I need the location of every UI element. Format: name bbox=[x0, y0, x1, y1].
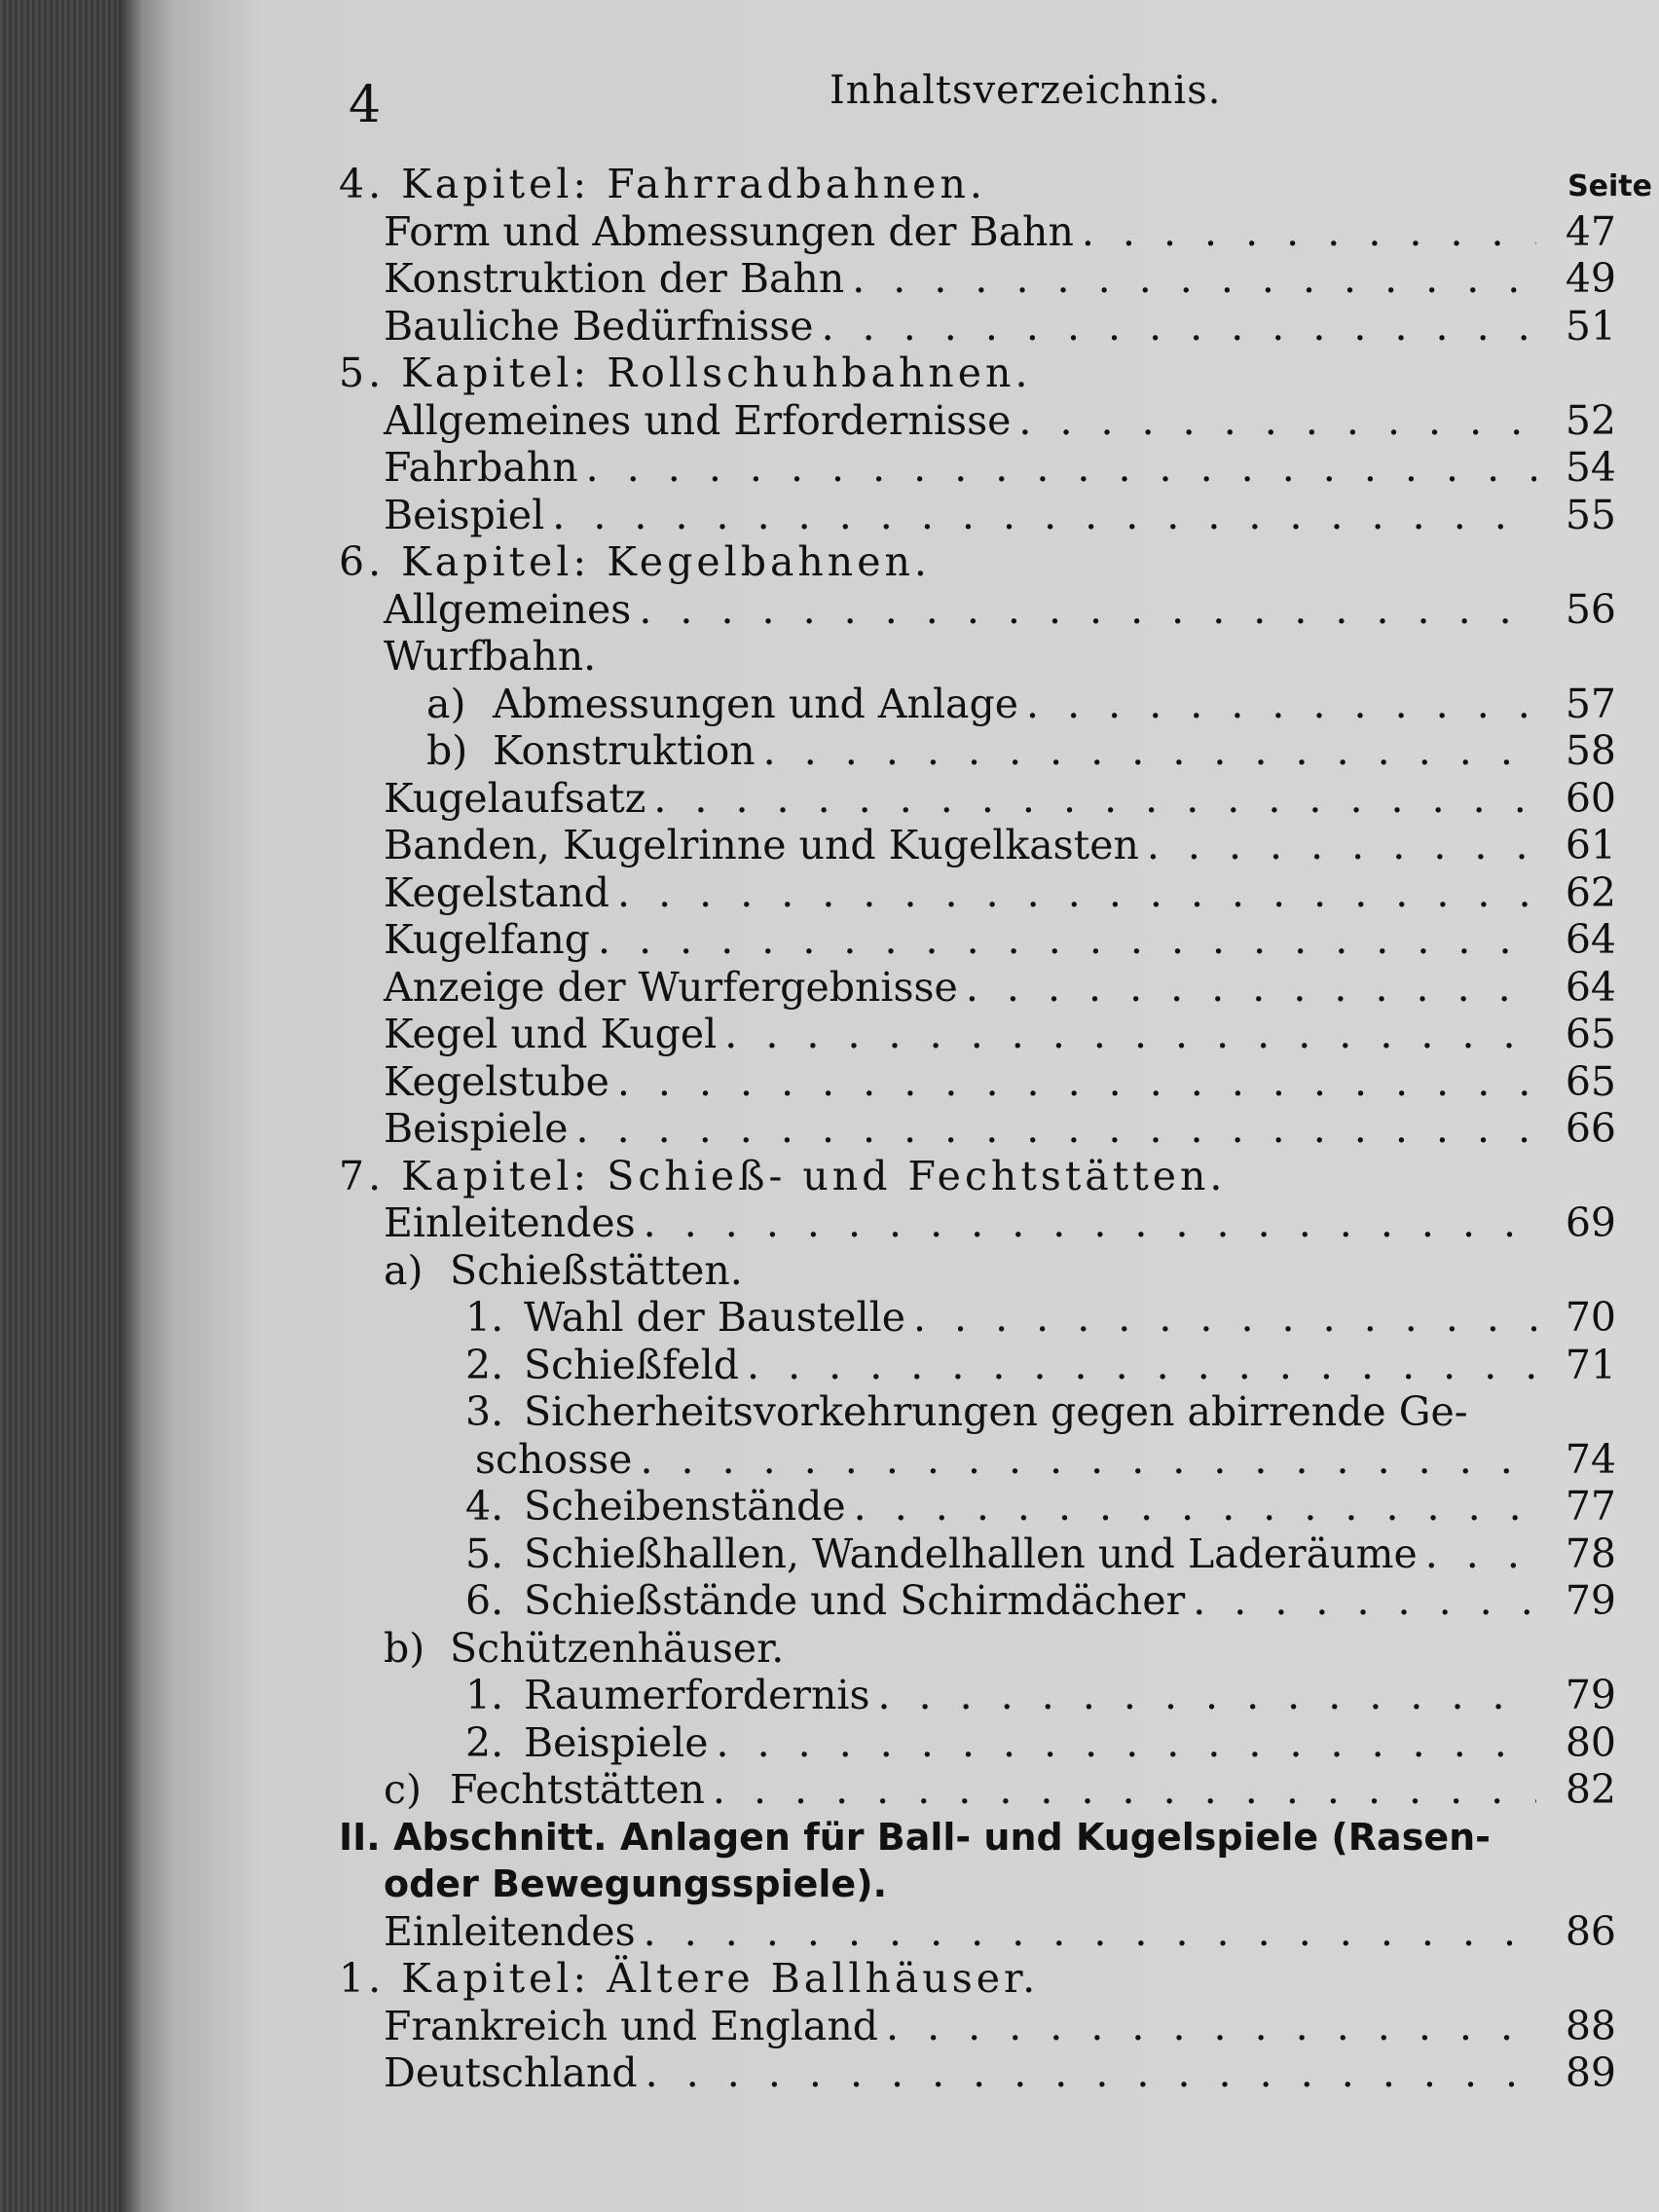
dot-leader bbox=[552, 492, 1536, 539]
entry-title: Fahrbahn bbox=[384, 444, 578, 491]
toc-entry bbox=[339, 1530, 1616, 1578]
entry-title: Schießstände und Schirmdächer bbox=[524, 1577, 1186, 1624]
entry-page-number: 51 bbox=[1565, 302, 1616, 350]
dot-leader bbox=[644, 1908, 1536, 1956]
dot-leader bbox=[724, 1011, 1536, 1058]
heading-text: 5. Kapitel: Rollschuhbahnen. bbox=[339, 350, 1032, 396]
toc-entry bbox=[339, 822, 1616, 869]
entry-marker: 2. bbox=[465, 1718, 504, 1766]
toc-entry bbox=[339, 727, 1616, 775]
toc-entry bbox=[339, 1342, 1616, 1389]
dot-leader bbox=[645, 2049, 1536, 2097]
dot-leader bbox=[576, 1105, 1536, 1153]
entry-title: Raumerfordernis bbox=[524, 1672, 870, 1718]
entry-page-number: 58 bbox=[1565, 727, 1616, 774]
heading-text: II. Abschnitt. Anlagen für Ball- und Kugelspiele (Rasen- bbox=[339, 1815, 1491, 1859]
dot-leader bbox=[1018, 397, 1536, 445]
entry-page-number: 65 bbox=[1565, 1057, 1616, 1105]
toc-section-heading bbox=[339, 1861, 1616, 1908]
toc-chapter-heading bbox=[339, 538, 1616, 586]
toc-entry bbox=[339, 1011, 1616, 1058]
entry-title: Allgemeines bbox=[384, 585, 632, 633]
entry-page-number: 86 bbox=[1565, 1907, 1616, 1955]
entry-title: Kegelstube bbox=[384, 1057, 609, 1105]
entry-page-number: 49 bbox=[1565, 255, 1616, 302]
entry-page-number: 70 bbox=[1565, 1294, 1616, 1341]
entry-title: Abmessungen und Anlage bbox=[493, 680, 1019, 727]
toc-entry bbox=[339, 1672, 1616, 1719]
entry-title: Beispiele bbox=[384, 1105, 569, 1152]
entry-title: Schießfeld bbox=[524, 1341, 740, 1388]
entry-marker: 4. bbox=[465, 1483, 504, 1530]
toc-entry bbox=[339, 681, 1616, 728]
entry-marker: 6. bbox=[465, 1577, 504, 1624]
toc-entry bbox=[339, 1483, 1616, 1530]
toc-entry bbox=[339, 586, 1616, 634]
entry-page-number: 71 bbox=[1565, 1341, 1616, 1388]
toc-entry bbox=[339, 2003, 1616, 2050]
dot-leader bbox=[713, 1766, 1536, 1814]
heading-text: 6. Kapitel: Kegelbahnen. bbox=[339, 538, 931, 585]
toc-entry bbox=[339, 303, 1616, 350]
dot-leader bbox=[717, 1719, 1536, 1767]
entry-page-number: 52 bbox=[1565, 396, 1616, 444]
entry-page-number: 89 bbox=[1565, 2049, 1616, 2096]
toc-chapter-heading bbox=[339, 1153, 1616, 1200]
entry-page-number: 80 bbox=[1565, 1718, 1616, 1766]
entry-title: Kugelfang bbox=[384, 916, 591, 963]
toc-entry bbox=[339, 916, 1616, 964]
toc-entry bbox=[339, 1199, 1616, 1247]
toc-entry bbox=[339, 1247, 1616, 1295]
entry-page-number: 60 bbox=[1565, 774, 1616, 822]
toc-entry bbox=[339, 1058, 1616, 1106]
entry-page-number: 88 bbox=[1565, 2002, 1616, 2049]
book-page bbox=[175, 0, 1659, 2212]
entry-marker: c) bbox=[384, 1766, 422, 1813]
toc-entry bbox=[339, 1436, 1616, 1484]
entry-title: Schützenhäuser. bbox=[450, 1624, 785, 1672]
entry-title: Konstruktion bbox=[493, 727, 756, 774]
toc-entry bbox=[339, 397, 1616, 445]
entry-page-number: 57 bbox=[1565, 680, 1616, 727]
toc-entry bbox=[339, 1577, 1616, 1625]
dot-leader bbox=[653, 775, 1536, 823]
page-gutter bbox=[119, 0, 177, 2212]
entry-title: schosse bbox=[475, 1435, 633, 1483]
entry-title: Schießstätten. bbox=[450, 1246, 743, 1294]
dot-leader bbox=[1082, 208, 1536, 256]
entry-title: Deutschland bbox=[384, 2049, 638, 2096]
entry-page-number: 65 bbox=[1565, 1011, 1616, 1057]
table-of-contents bbox=[339, 161, 1616, 2097]
entry-page-number: 77 bbox=[1565, 1483, 1616, 1530]
entry-title: Banden, Kugelrinne und Kugelkasten bbox=[384, 822, 1139, 868]
dot-leader bbox=[763, 727, 1536, 775]
entry-title: Allgemeines und Erfordernisse bbox=[384, 396, 1012, 444]
entry-title: Sicherheitsvorkehrungen gegen abirrende Ge- bbox=[524, 1388, 1468, 1435]
dot-leader bbox=[1026, 681, 1536, 728]
dot-leader bbox=[854, 1483, 1536, 1530]
toc-entry bbox=[339, 964, 1616, 1012]
toc-entry bbox=[339, 1625, 1616, 1673]
book-spine bbox=[0, 0, 123, 2212]
dot-leader bbox=[747, 1342, 1536, 1389]
entry-marker: 1. bbox=[465, 1294, 504, 1341]
dot-leader bbox=[878, 1672, 1536, 1719]
toc-entry bbox=[339, 1908, 1616, 1956]
page-number: 4 bbox=[349, 76, 382, 134]
dot-leader bbox=[966, 964, 1536, 1012]
dot-leader bbox=[1147, 822, 1536, 869]
entry-marker: b) bbox=[384, 1624, 425, 1672]
entry-page-number: 66 bbox=[1565, 1105, 1616, 1152]
entry-title: Einleitendes bbox=[384, 1199, 636, 1246]
entry-page-number: 82 bbox=[1565, 1766, 1616, 1813]
entry-title: Anzeige der Wurfergebnisse bbox=[384, 963, 958, 1011]
dot-leader bbox=[640, 1436, 1536, 1484]
dot-leader bbox=[644, 1199, 1536, 1247]
entry-title: Fechtstätten bbox=[450, 1766, 705, 1813]
toc-entry bbox=[339, 255, 1616, 303]
entry-page-number: 74 bbox=[1565, 1435, 1616, 1483]
heading-text: 7. Kapitel: Schieß- und Fechtstätten. bbox=[339, 1152, 1227, 1199]
entry-page-number: 79 bbox=[1565, 1577, 1616, 1624]
dot-leader bbox=[617, 1058, 1536, 1106]
toc-entry bbox=[339, 208, 1616, 256]
entry-page-number: 78 bbox=[1565, 1530, 1616, 1577]
toc-chapter-heading bbox=[339, 350, 1616, 397]
entry-marker: 1. bbox=[465, 1672, 504, 1718]
dot-leader bbox=[1193, 1577, 1536, 1625]
entry-page-number: 54 bbox=[1565, 444, 1616, 491]
toc-section-heading bbox=[339, 1814, 1616, 1862]
entry-title: Kegel und Kugel bbox=[384, 1011, 718, 1057]
heading-text: oder Bewegungsspiele). bbox=[384, 1862, 888, 1905]
toc-entry bbox=[339, 1766, 1616, 1814]
toc-entry bbox=[339, 869, 1616, 917]
entry-page-number: 56 bbox=[1565, 585, 1616, 633]
dot-leader bbox=[639, 586, 1536, 634]
toc-chapter-heading bbox=[339, 161, 1616, 208]
heading-text: 4. Kapitel: Fahrradbahnen. bbox=[339, 161, 986, 207]
entry-marker: 5. bbox=[465, 1530, 504, 1577]
entry-title: Kugelaufsatz bbox=[384, 774, 646, 822]
toc-entry bbox=[339, 633, 1616, 681]
entry-page-number: 79 bbox=[1565, 1672, 1616, 1718]
entry-page-number: 64 bbox=[1565, 916, 1616, 963]
entry-page-number: 47 bbox=[1565, 207, 1616, 255]
running-title: Inhaltsverzeichnis. bbox=[830, 68, 1222, 113]
dot-leader bbox=[913, 1294, 1536, 1342]
dot-leader bbox=[852, 255, 1536, 303]
toc-entry bbox=[339, 444, 1616, 492]
seite-column-label: Seite bbox=[1567, 169, 1652, 203]
entry-title: Bauliche Bedürfnisse bbox=[384, 302, 814, 350]
dot-leader bbox=[822, 303, 1536, 350]
entry-page-number: 62 bbox=[1565, 868, 1616, 916]
heading-text: 1. Kapitel: Ältere Ballhäuser. bbox=[339, 1955, 1040, 2002]
toc-entry bbox=[339, 775, 1616, 823]
toc-entry bbox=[339, 492, 1616, 539]
entry-title: Schießhallen, Wandelhallen und Laderäume bbox=[524, 1530, 1418, 1577]
entry-page-number: 64 bbox=[1565, 963, 1616, 1011]
entry-title: Kegelstand bbox=[384, 868, 610, 916]
dot-leader bbox=[598, 916, 1536, 964]
toc-chapter-heading bbox=[339, 1955, 1616, 2003]
dot-leader bbox=[586, 444, 1536, 492]
toc-entry bbox=[339, 1294, 1616, 1342]
dot-leader bbox=[886, 2003, 1536, 2050]
entry-title: Frankreich und England bbox=[384, 2002, 878, 2049]
entry-page-number: 61 bbox=[1565, 822, 1616, 868]
entry-title: Wurfbahn. bbox=[384, 633, 597, 680]
entry-title: Einleitendes bbox=[384, 1907, 636, 1955]
entry-title: Scheibenstände bbox=[524, 1483, 846, 1530]
entry-marker: a) bbox=[384, 1246, 424, 1294]
entry-marker: b) bbox=[426, 727, 468, 774]
entry-title: Form und Abmessungen der Bahn bbox=[384, 207, 1074, 255]
toc-entry bbox=[339, 1105, 1616, 1153]
toc-entry bbox=[339, 2049, 1616, 2097]
entry-page-number: 69 bbox=[1565, 1199, 1616, 1246]
toc-entry bbox=[339, 1388, 1616, 1436]
dot-leader bbox=[617, 869, 1536, 917]
entry-marker: a) bbox=[426, 680, 466, 727]
entry-title: Konstruktion der Bahn bbox=[384, 255, 845, 302]
entry-title: Wahl der Baustelle bbox=[524, 1294, 905, 1341]
entry-title: Beispiel bbox=[384, 491, 545, 538]
entry-marker: 2. bbox=[465, 1341, 504, 1388]
entry-title: Beispiele bbox=[524, 1718, 709, 1766]
dot-leader bbox=[1425, 1530, 1536, 1578]
entry-page-number: 55 bbox=[1565, 491, 1616, 538]
toc-entry bbox=[339, 1719, 1616, 1767]
entry-marker: 3. bbox=[465, 1388, 504, 1435]
